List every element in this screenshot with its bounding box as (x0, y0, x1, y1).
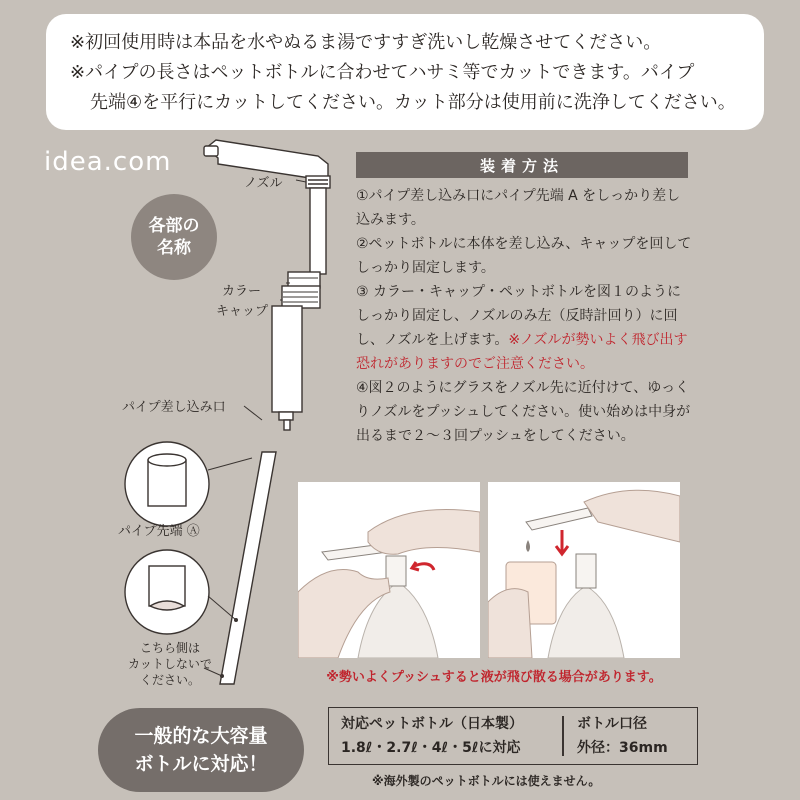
notice-line-2: ※パイプの長さはペットボトルに合わせてハサミ等でカットできます。パイプ (70, 62, 695, 83)
capacity-line-2: ボトルに対応！ (134, 753, 268, 775)
no-cut-line-2: カットしないで (128, 657, 212, 671)
figure-1-photo (298, 482, 480, 658)
label-pipe-inlet: パイプ差し込み口 (122, 400, 226, 415)
badge-line-1: 各部の (148, 216, 200, 236)
spec-mouth (577, 712, 668, 760)
notice-line-1: ※初回使用時は本品を水やぬるま湯ですすぎ洗いし乾燥させてください。 (70, 32, 662, 53)
spec-bottle (341, 712, 523, 760)
no-cut-line-3: ください。 (139, 673, 200, 687)
step-2: ②ペットボトルに本体を差し込み、キャップを回してしっかり固定します。 (356, 236, 692, 276)
label-nozzle: ノズル (244, 176, 283, 191)
spec-note: ※海外製のペットボトルには使えません。 (372, 774, 601, 788)
spec-bottle-label: 対応ペットボトル（日本製） (341, 716, 523, 732)
step-3: ③ カラー・キャップ・ペットボトルを図１のようにしっかり固定し、ノズルのみ左（反時計回り）に回し、ノズルを上げます。 (356, 284, 681, 348)
label-no-cut (128, 640, 212, 688)
install-title: 装着方法 (356, 152, 688, 178)
notice-line-3: 先端④を平行にカットしてください。カット部分は使用前に洗浄してください。 (90, 92, 736, 113)
capacity-badge (98, 708, 304, 792)
spec-bottle-value: 1.8ℓ・2.7ℓ・4ℓ・5ℓに対応 (341, 740, 521, 756)
figure-1-drawing (298, 482, 480, 658)
label-collar: カラー (222, 284, 262, 299)
spec-mouth-label: ボトル口径 (577, 716, 647, 732)
step-1: ①パイプ差し込み口にパイプ先端 A をしっかり差し込みます。 (356, 188, 681, 228)
spec-mouth-value: 外径：36mm (577, 740, 668, 756)
step-3-warning: ※ノズルが勢いよく飛び出す恐れがありますのでご注意ください。 (356, 332, 688, 372)
badge-line-2: 名称 (157, 238, 191, 258)
brand-logo: idea.com (44, 147, 172, 177)
spec-divider (562, 716, 564, 756)
spec-box (328, 707, 698, 765)
step-4: ④図２のようにグラスをノズル先に近付けて、ゆっくりノズルをプッシュしてください。使い始めは中身が出るまで２〜３回プッシュをしてください。 (356, 380, 691, 444)
label-pipe-tip: パイプ先端 Ⓐ (118, 524, 200, 539)
figure-2-drawing (488, 482, 680, 658)
no-cut-line-1: こちら側は (139, 641, 200, 655)
label-cap: キャップ (216, 304, 269, 319)
install-steps (356, 184, 692, 448)
figure-2-photo (488, 482, 680, 658)
capacity-line-1: 一般的な大容量 (134, 725, 268, 747)
spray-warning: ※勢いよくプッシュすると液が飛び散る場合があります。 (326, 670, 662, 685)
